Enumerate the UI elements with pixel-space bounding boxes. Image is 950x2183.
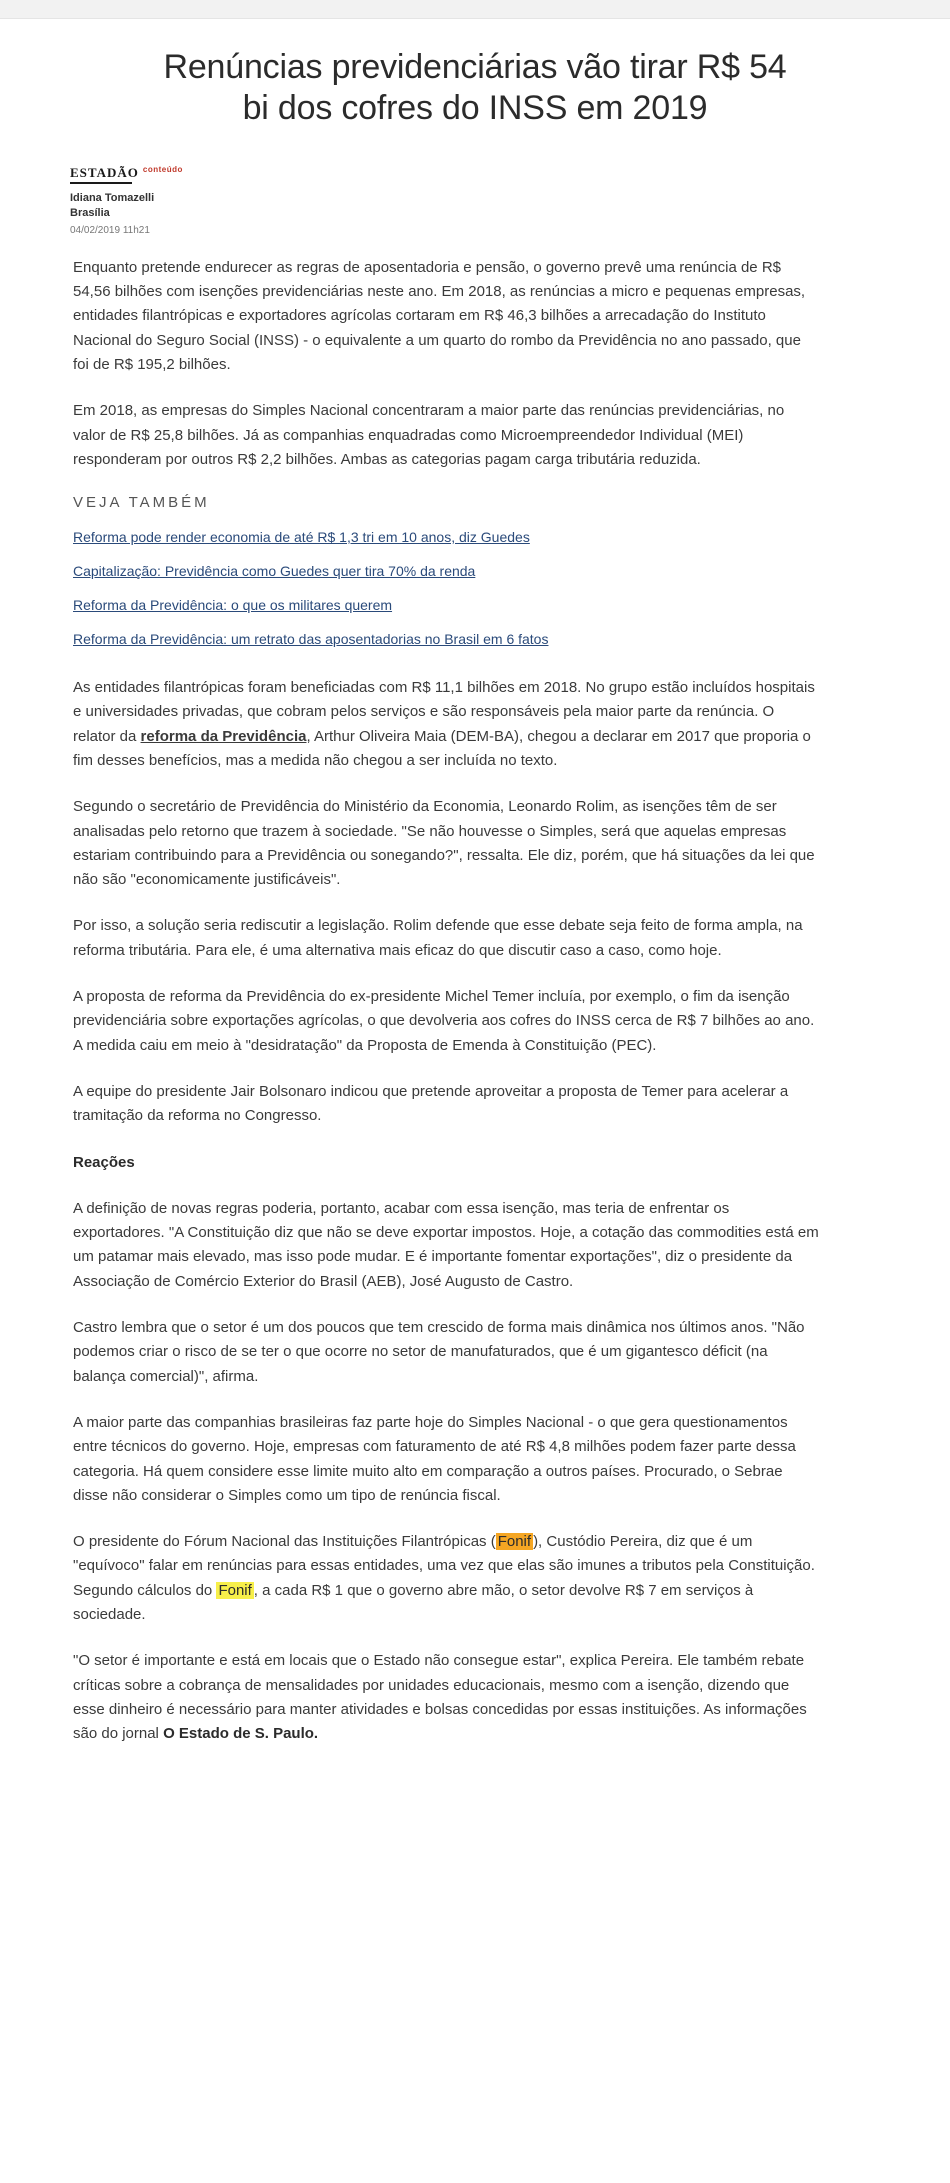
paragraph-text: , a cada R$ 1 que o governo abre mão, o setor devolve R$ 7 em serviços à sociedade. [73, 1581, 754, 1623]
related-link[interactable]: Reforma da Previdência: o que os militares querem [73, 597, 393, 614]
related-links-list [73, 527, 820, 650]
dateline-location: Brasília [70, 207, 110, 220]
source-publication: O Estado de S. Paulo. [163, 1725, 319, 1743]
paragraph-text: "O setor é importante e está em locais que o Estado não consegue estar", explica Pereira. Ele também rebate críticas sobre a cobrança de mensalidades por unidades educacionais, mesmo com a isenção, dizendo que esse dinheiro é necessário para manter atividades e bolsas concedidas por essas instituições. As informações são do jornal [73, 1652, 807, 1743]
list-item [73, 595, 820, 616]
paragraph: Enquanto pretende endurecer as regras de aposentadoria e pensão, o governo prevê uma renúncia de R$ 54,56 bilhões com isenções previdenciárias neste ano. Em 2018, as renúncias a micro e pequenas empresas, entidades filantrópicas e exportadores agrícolas cortaram em R$ 46,3 bilhões a arrecadação do Instituto Nacional do Seguro Social (INSS) - o equivalente a um quarto do rombo da Previdência no ano passado, que foi de R$ 195,2 bilhões. [73, 258, 806, 373]
paragraph: A equipe do presidente Jair Bolsonaro indicou que pretende aproveitar a proposta de Temer para acelerar a tramitação da reforma no Congresso. [73, 1082, 789, 1125]
publish-timestamp: 04/02/2019 11h21 [70, 224, 150, 236]
list-item [73, 629, 820, 650]
paragraph: Por isso, a solução seria rediscutir a legislação. Rolim defende que esse debate seja feito de forma ampla, na reforma tributária. Para ele, é uma alternativa mais eficaz do que discutir caso a caso, como hoje. [73, 917, 803, 959]
paragraph-text: , Arthur Oliveira Maia (DEM-BA), chegou a declarar em 2017 que proporia o fim desses benefícios, mas a medida não chegou a ser incluída no texto. [73, 727, 811, 769]
publisher-suffix: conteúdo [142, 164, 183, 174]
related-link[interactable]: Reforma da Previdência: um retrato das aposentadorias no Brasil em 6 fatos [73, 631, 549, 648]
paragraph-text: O presidente do Fórum Nacional das Instituições Filantrópicas ( [73, 1533, 496, 1551]
highlight-yellow-fonif: Fonif [218, 1581, 252, 1599]
article-container [0, 19, 950, 1808]
paragraph: A proposta de reforma da Previdência do ex-presidente Michel Temer incluía, por exemplo, o fim da isenção previdenciária sobre exportações agrícolas, o que devolveria aos cofres do INSS cerca de R$ 7 bilhões ao ano. A medida caiu em meio à "desidratação" da Proposta de Emenda à Constituição (PEC). [73, 988, 815, 1054]
highlight-orange-fonif: Fonif [497, 1533, 532, 1551]
subheading-reacoes: Reações [73, 1153, 135, 1171]
related-link[interactable]: Reforma pode render economia de até R$ 1,3 tri em 10 anos, diz Guedes [73, 529, 530, 546]
paragraph: Segundo o secretário de Previdência do Ministério da Economia, Leonardo Rolim, as isenções têm de ser analisadas pelo retorno que trazem à sociedade. "Se não houvesse o Simples, será que aquelas empresas estariam contribuindo para a Previdência ou sonegando?", ressalta. Ele diz, porém, que há situações da lei que não são "economicamente justificáveis". [73, 798, 815, 889]
paragraph [73, 676, 820, 773]
list-item [73, 527, 820, 548]
paragraph: Castro lembra que o setor é um dos poucos que tem crescido de forma mais dinâmica nos últimos anos. "Não podemos criar o risco de se ter o que ocorre no setor de manufaturados, que é um gigantesco déficit (na balança comercial)", afirma. [73, 1319, 805, 1385]
paragraph [73, 1530, 820, 1627]
paragraph [73, 1649, 820, 1746]
publisher-logo [70, 165, 183, 184]
inline-link-reforma-previdencia[interactable]: reforma da Previdência [140, 727, 307, 745]
browser-top-strip [0, 0, 950, 19]
list-item [73, 561, 820, 582]
publisher-name: ESTADÃO [70, 164, 139, 180]
byline-block [0, 134, 670, 238]
article-body [0, 238, 950, 1747]
page-title: Renúncias previdenciárias vão tirar R$ 54 bi dos cofres do INSS em 2019 [163, 48, 787, 128]
paragraph: A definição de novas regras poderia, portanto, acabar com essa isenção, mas teria de enfrentar os exportadores. "A Constituição diz que não se deve exportar impostos. Hoje, a cotação das commodities está em um patamar mais elevado, mas isso pode mudar. E é importante fomentar exportações", diz o presidente da Associação de Comércio Exterior do Brasil (AEB), José Augusto de Castro. [73, 1199, 819, 1290]
related-section-title: VEJA TAMBÉM [73, 494, 210, 512]
paragraph: A maior parte das companhias brasileiras faz parte hoje do Simples Nacional - o que gera questionamentos entre técnicos do governo. Hoje, empresas com faturamento de até R$ 4,8 milhões podem fazer parte dessa categoria. Há quem considere esse limite muito alto em comparação a outros países. Procurado, o Sebrae disse não considerar o Simples como um tipo de renúncia fiscal. [73, 1413, 796, 1504]
related-link[interactable]: Capitalização: Previdência como Guedes quer tira 70% da renda [73, 563, 476, 580]
paragraph: Em 2018, as empresas do Simples Nacional concentraram a maior parte das renúncias previdenciárias, no valor de R$ 25,8 bilhões. Já as companhias enquadradas como Microempreendedor Individual (MEI) responderam por outros R$ 2,2 bilhões. Ambas as categorias pagam carga tributária reduzida. [73, 402, 785, 468]
paragraph-text: ), Custódio Pereira, diz que é um "equívoco" falar em renúncias para essas entidades, uma vez que elas são imunes a tributos pela Constituição. Segundo cálculos do [73, 1533, 815, 1599]
paragraph-text: As entidades filantrópicas foram beneficiadas com R$ 11,1 bilhões em 2018. No grupo estão incluídos hospitais e universidades privadas, que cobram pelos serviços e são responsáveis pela maior parte da renúncia. O relator da [73, 679, 815, 745]
author-name: Idiana Tomazelli [70, 191, 155, 204]
publisher-underline [70, 182, 132, 184]
